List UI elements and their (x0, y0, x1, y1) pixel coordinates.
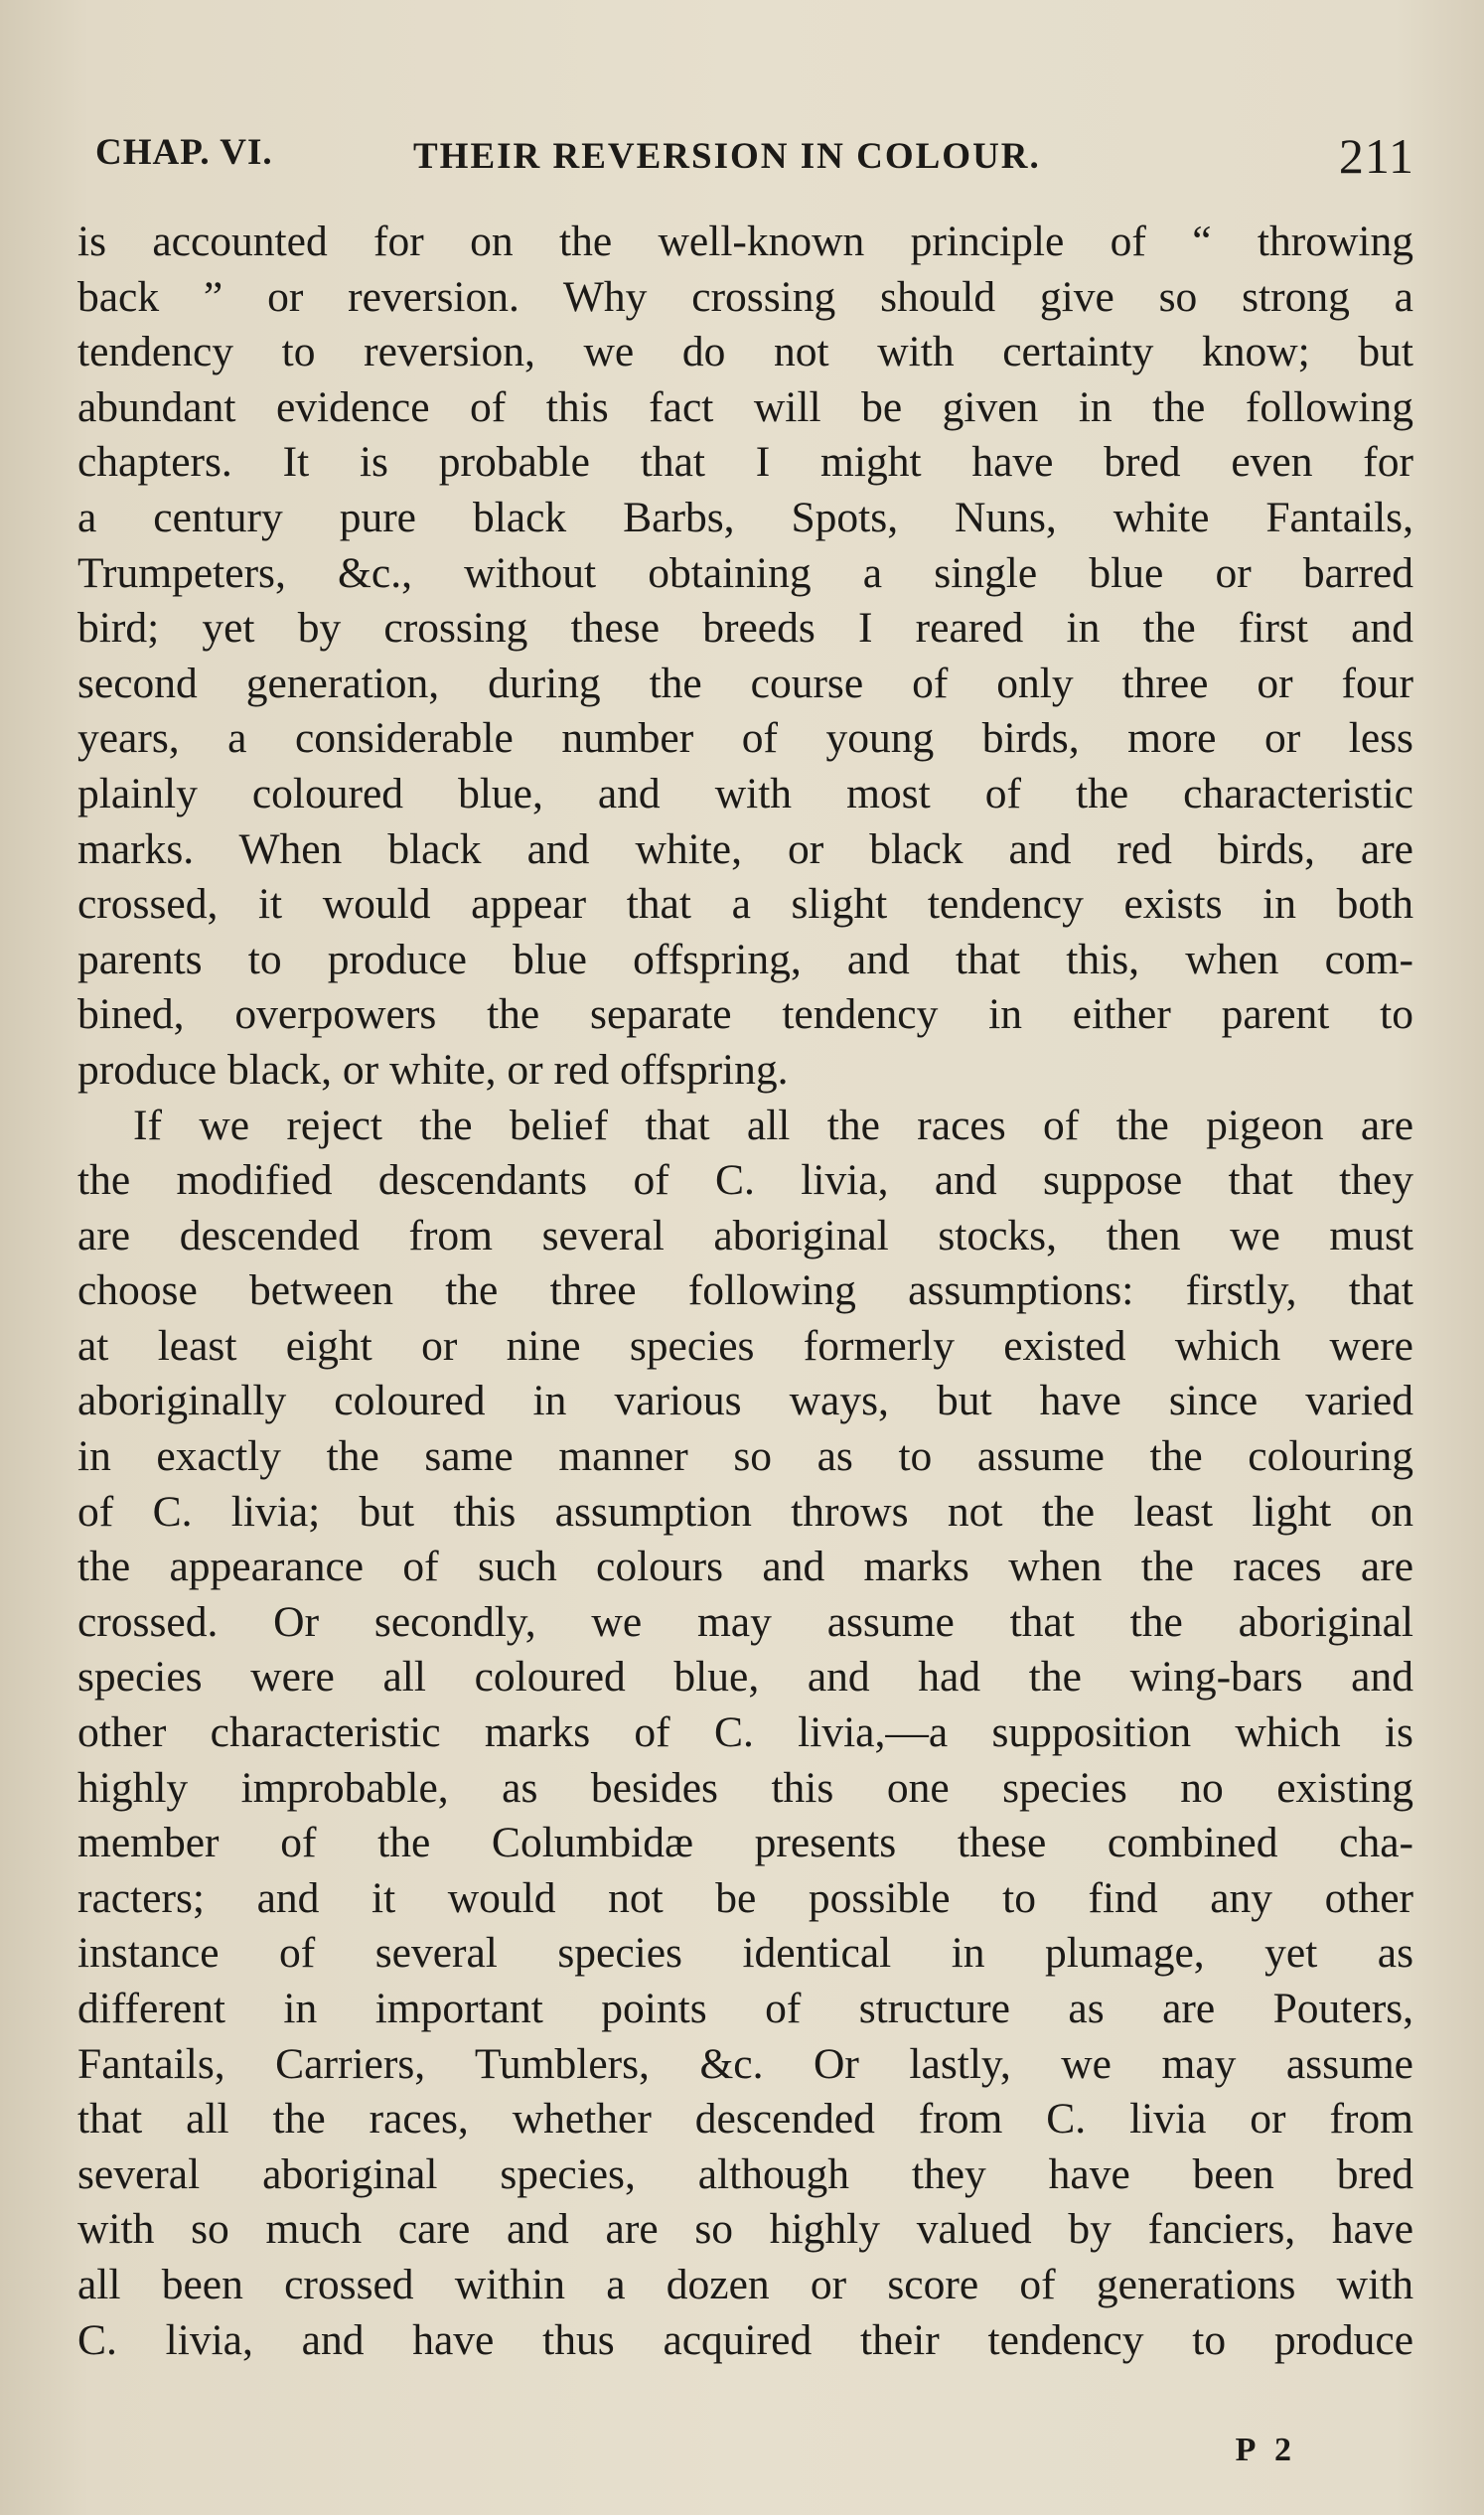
text-line: instance of several species identical in plumage, yet as (77, 1929, 1413, 1978)
text-line: a century pure black Barbs, Spots, Nuns, white Fantails, (77, 493, 1413, 541)
text-line: member of the Columbidæ presents these combined cha- (77, 1819, 1413, 1867)
running-header (95, 127, 1414, 191)
text-line: racters; and it would not be possible to find any other (77, 1873, 1413, 1922)
text-line: in exactly the same manner so as to assume the colouring (77, 1432, 1413, 1481)
text-line: tendency to reversion, we do not with certainty know; but (77, 328, 1413, 376)
text-line: different in important points of structure as are Pouters, (77, 1985, 1413, 2032)
text-line: produce black, or white, or red offspring. (77, 1045, 789, 1094)
text-line: plainly coloured blue, and with most of the characteristic (77, 769, 1413, 817)
text-line: C. livia, and have thus acquired their tendency to produce (77, 2315, 1413, 2364)
text-line: bird; yet by crossing these breeds I reared in the first and (77, 604, 1413, 653)
text-line: back ” or reversion. Why crossing should give so strong a (77, 272, 1413, 321)
signature-mark: P 2 (1235, 2432, 1297, 2468)
text-line: second generation, during the course of only three or four (77, 659, 1413, 707)
text-line: all been crossed within a dozen or score of generations with (77, 2260, 1413, 2308)
text-line: chapters. It is probable that I might have bred even for (77, 438, 1413, 487)
text-line: other characteristic marks of C. livia,—a supposition which is (77, 1708, 1413, 1757)
text-line: the modified descendants of C. livia, and suppose that they (77, 1156, 1413, 1205)
text-line: the appearance of such colours and marks when the races are (77, 1543, 1413, 1591)
text-line: Fantails, Carriers, Tumblers, &c. Or lastly, we may assume (77, 2039, 1413, 2088)
chapter-label: CHAP. VI. (95, 132, 273, 173)
text-line: species were all coloured blue, and had the wing-bars and (77, 1653, 1413, 1701)
text-line: crossed. Or secondly, we may assume that the aboriginal (77, 1597, 1413, 1646)
page-number: 211 (1338, 128, 1414, 184)
text-line: highly improbable, as besides this one species no existing (77, 1763, 1413, 1812)
text-line: aboriginally coloured in various ways, but have since varied (77, 1377, 1413, 1425)
text-line: with so much care and are so highly valued by fanciers, have (77, 2205, 1413, 2254)
text-line: several aboriginal species, although they have been bred (77, 2149, 1413, 2198)
text-line: abundant evidence of this fact will be given in the following (77, 382, 1413, 431)
text-line: are descended from several aboriginal stocks, then we must (77, 1211, 1413, 1259)
running-title: THEIR REVERSION IN COLOUR. (413, 136, 1041, 177)
text-line: crossed, it would appear that a slight tendency exists in both (77, 880, 1413, 929)
text-line: of C. livia; but this assumption throws not the least light on (77, 1487, 1413, 1536)
text-line: years, a considerable number of young birds, more or less (77, 714, 1413, 763)
text-line: at least eight or nine species formerly existed which were (77, 1321, 1413, 1370)
text-line: is accounted for on the well-known principle of “ throwing (77, 218, 1413, 265)
text-line: If we reject the belief that all the races of the pigeon are (133, 1101, 1413, 1149)
body-text (77, 215, 1413, 2368)
text-line: bined, overpowers the separate tendency in either parent to (77, 990, 1413, 1039)
text-line: marks. When black and white, or black and red birds, are (77, 824, 1413, 873)
text-line: Trumpeters, &c., without obtaining a single blue or barred (77, 548, 1413, 597)
text-line: that all the races, whether descended from C. livia or from (77, 2095, 1413, 2144)
text-line: parents to produce blue offspring, and that this, when com- (77, 935, 1413, 983)
text-line: choose between the three following assumptions: firstly, that (77, 1266, 1413, 1315)
